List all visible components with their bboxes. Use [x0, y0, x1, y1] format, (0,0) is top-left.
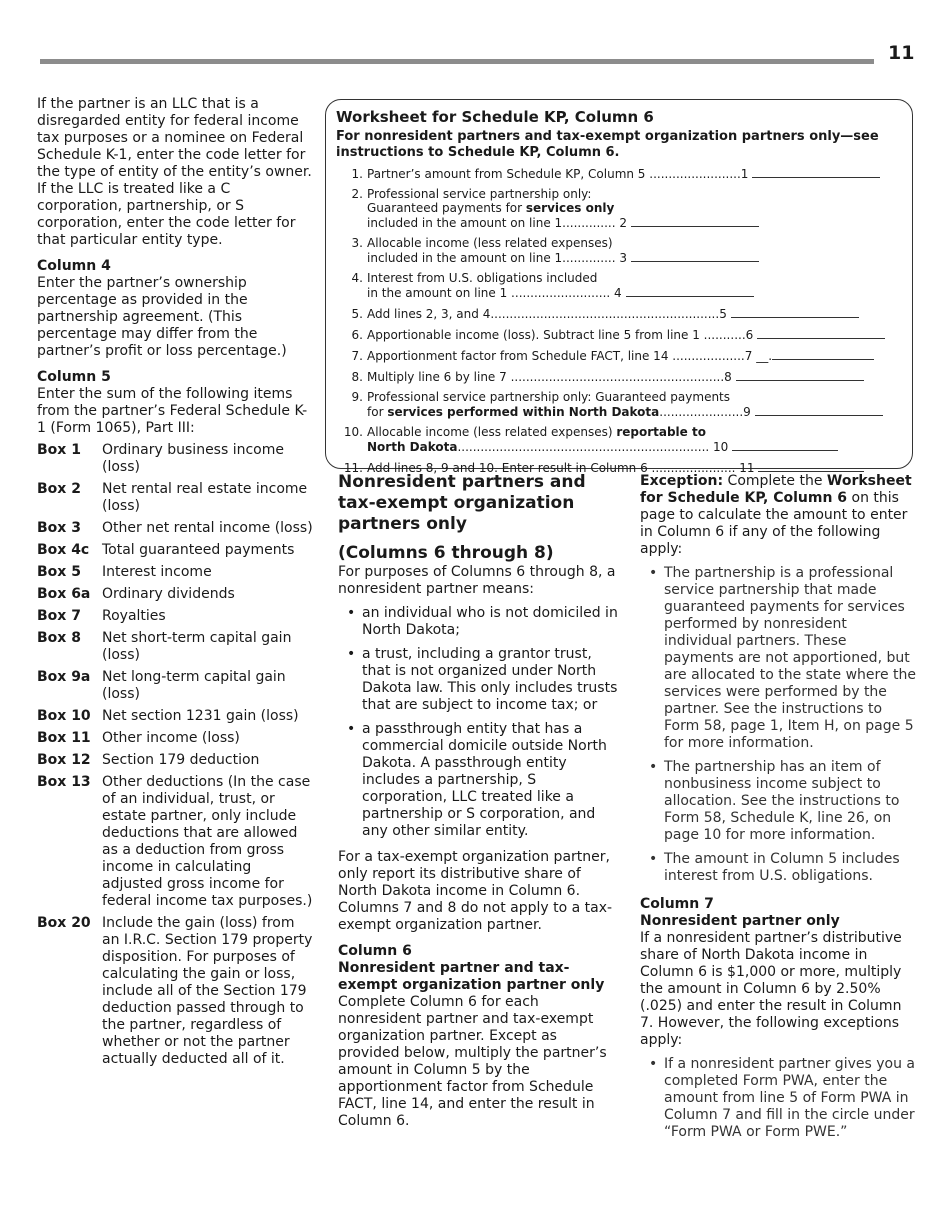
box-row	[37, 915, 315, 1068]
line-text: ......................9	[659, 405, 751, 419]
line-text: Apportionment factor from Schedule FACT, line 14 ...................7	[367, 349, 753, 363]
left-column	[37, 96, 315, 1068]
nonresident-definition-list	[338, 605, 618, 840]
worksheet-reference: Worksheet for Schedule KP, Column 6	[640, 473, 912, 506]
line-text-bold: services performed within North Dakota	[387, 405, 660, 419]
column4-heading: Column 4	[37, 258, 111, 274]
worksheet-subtitle: For nonresident partners and tax-exempt organization partners only—see instructions to Schedule KP, Column 6.	[336, 129, 879, 160]
amount-field[interactable]	[758, 460, 864, 472]
box-row	[37, 481, 315, 515]
amount-field[interactable]	[752, 166, 880, 178]
column7-subheading: Nonresident partner only	[640, 913, 840, 929]
exception-text: on this page to calculate the amount to enter in Column 6 if any of the following apply:	[640, 490, 908, 557]
box-desc: Other income (loss)	[102, 730, 240, 746]
worksheet-box	[325, 99, 913, 475]
box-label: Box 3	[37, 520, 81, 536]
box-desc: Net short-term capital gain (loss)	[102, 630, 292, 663]
worksheet-line-3	[336, 236, 902, 250]
column7-text: If a nonresident partner’s distributive share of North Dakota income in Column 6 is $1,000 or more, multiply the amount in Column 6 by 2.50% (.025) and enter the result in Column 7. However, the following exceptions apply:	[640, 930, 902, 1048]
line-number: 1.	[351, 167, 363, 181]
middle-column	[338, 472, 618, 1130]
line-number: 6.	[351, 328, 363, 342]
worksheet-line-10b	[336, 439, 902, 454]
box-label: Box 20	[37, 915, 91, 931]
box-desc: Net long-term capital gain (loss)	[102, 669, 286, 702]
worksheet-line-2c	[336, 215, 902, 230]
factor-field[interactable]	[772, 348, 874, 360]
box-desc: Interest income	[102, 564, 212, 580]
line-number: 2.	[351, 187, 363, 201]
worksheet-line-2	[336, 187, 902, 201]
worksheet-line-5	[336, 306, 902, 321]
line-text: for	[367, 405, 388, 419]
tax-exempt-paragraph: For a tax-exempt organization partner, only report its distributive share of North Dakota income in Column 6. Columns 7 and 8 do not apply to a tax-exempt organization partner.	[338, 849, 613, 933]
column7-exception-list	[640, 1056, 916, 1141]
right-column	[640, 473, 916, 1141]
column5-text: Enter the sum of the following items from the partner’s Federal Schedule K-1 (Form 1065), Part III:	[37, 386, 308, 436]
worksheet-line-1	[336, 166, 902, 181]
exception-list	[640, 565, 916, 885]
box-row	[37, 586, 315, 603]
box-label: Box 2	[37, 481, 81, 497]
factor-decimal: __.	[756, 349, 773, 363]
line-number: 10.	[343, 425, 363, 439]
box-desc: Royalties	[102, 608, 166, 624]
worksheet-line-10	[336, 425, 902, 439]
line-text: included in the amount on line 1.............. 3	[367, 251, 628, 265]
line-number: 11.	[343, 461, 363, 475]
worksheet-line-4	[336, 271, 902, 285]
list-item: • a passthrough entity that has a commercial domicile outside North Dakota. A passthrough entity includes a partnership, S corporation, LLC treated like a partnership or S corporation, and any other similar entity.	[338, 721, 618, 840]
exception-paragraph	[640, 473, 916, 558]
worksheet-line-9	[336, 390, 902, 404]
box-row	[37, 442, 315, 476]
box-label: Box 5	[37, 564, 81, 580]
list-item: • The amount in Column 5 includes interest from U.S. obligations.	[640, 851, 916, 885]
box-desc: Other deductions (In the case of an individual, trust, or estate partner, only include deductions that are allowed as a deduction from gross income in calculating adjusted gross income for federal income tax purposes.)	[102, 774, 313, 909]
box-label: Box 9a	[37, 669, 91, 685]
line-text: Add lines 8, 9 and 10. Enter result in Column 6 ...................... 11	[367, 461, 755, 475]
amount-field[interactable]	[626, 285, 754, 297]
column7-heading: Column 7	[640, 896, 714, 912]
box-desc: Total guaranteed payments	[102, 542, 295, 558]
list-item: • an individual who is not domiciled in North Dakota;	[338, 605, 618, 639]
line-text-bold: services only	[525, 201, 615, 215]
line-number: 7.	[351, 349, 363, 363]
box-desc: Ordinary dividends	[102, 586, 235, 602]
intro-text: For purposes of Columns 6 through 8, a nonresident partner means:	[338, 564, 616, 597]
header-rule	[40, 59, 874, 64]
box-label: Box 11	[37, 730, 91, 746]
worksheet-line-3b	[336, 250, 902, 265]
page-number: 11	[888, 42, 915, 64]
box-desc: Ordinary business income (loss)	[102, 442, 284, 475]
column4-text: Enter the partner’s ownership percentage as provided in the partnership agreement. (This percentage may differ from the partner’s profit or loss percentage.)	[37, 275, 287, 359]
line-number: 5.	[351, 307, 363, 321]
box-row	[37, 608, 315, 625]
box-label: Box 13	[37, 774, 91, 790]
box-row	[37, 752, 315, 769]
line-text: Add lines 2, 3, and 4............................................................5	[367, 307, 727, 321]
line-text: Allocable income (less related expenses)	[367, 425, 617, 439]
worksheet-title: Worksheet for Schedule KP, Column 6	[336, 108, 654, 126]
line-number: 4.	[351, 271, 363, 285]
line-text: Guaranteed payments for	[367, 201, 526, 215]
section-subheading: (Columns 6 through 8)	[338, 543, 554, 563]
line-text-bold: reportable to	[616, 425, 706, 439]
box-row	[37, 630, 315, 664]
box-label: Box 1	[37, 442, 81, 458]
amount-field[interactable]	[755, 404, 883, 416]
column6-heading: Column 6	[338, 943, 412, 959]
line-number: 3.	[351, 236, 363, 250]
amount-field[interactable]	[731, 306, 859, 318]
worksheet-line-8	[336, 369, 902, 384]
exception-text: Complete the	[723, 473, 827, 489]
line-text: Professional service partnership only: Guaranteed payments	[367, 390, 731, 404]
list-item: • a trust, including a grantor trust, that is not organized under North Dakota law. This only includes trusts that are subject to income tax; or	[338, 646, 618, 714]
worksheet-line-7	[336, 348, 902, 363]
box-row	[37, 520, 315, 537]
line-text: Allocable income (less related expenses)	[367, 236, 613, 250]
box-row	[37, 564, 315, 581]
list-item: • If a nonresident partner gives you a completed Form PWA, enter the amount from line 5 of Form PWA in Column 7 and fill in the circle under “Form PWA or Form PWE.”	[640, 1056, 916, 1141]
line-text-bold: North Dakota	[367, 440, 458, 454]
amount-field[interactable]	[631, 250, 759, 262]
box-label: Box 6a	[37, 586, 91, 602]
line-text: .................................................................. 10	[457, 440, 729, 454]
box-desc: Section 179 deduction	[102, 752, 260, 768]
box-row	[37, 730, 315, 747]
amount-field[interactable]	[757, 327, 885, 339]
column5-heading: Column 5	[37, 369, 111, 385]
box-desc: Include the gain (loss) from an I.R.C. Section 179 property disposition. For purposes of calculating the gain or loss, include all of the Section 179 deduction passed through to the partner, regardless of whether or not the partner actually deducted all of it.	[102, 915, 313, 1067]
amount-field[interactable]	[631, 215, 759, 227]
box-label: Box 12	[37, 752, 91, 768]
exception-label: Exception:	[640, 473, 724, 489]
worksheet-line-9b	[336, 404, 902, 419]
line-text: in the amount on line 1 .......................... 4	[367, 286, 622, 300]
worksheet-line-6	[336, 327, 902, 342]
box-label: Box 8	[37, 630, 81, 646]
line-text: Multiply line 6 by line 7 ........................................................8	[367, 370, 732, 384]
llc-paragraph: If the partner is an LLC that is a disregarded entity for federal income tax purposes or a nominee on Federal Schedule K-1, enter the code letter for the type of entity of the entity’s owner. If the LLC is treated like a C corporation, partnership, or S corporation, enter the code letter for that particular entity type.	[37, 96, 312, 248]
line-text: Professional service partnership only:	[367, 187, 592, 201]
box-row	[37, 542, 315, 559]
line-text: included in the amount on line 1.............. 2	[367, 216, 628, 230]
box-label: Box 4c	[37, 542, 90, 558]
box-desc: Other net rental income (loss)	[102, 520, 313, 536]
column6-text: Complete Column 6 for each nonresident partner and tax-exempt organization partner. Except as provided below, multiply the partner’s amount in Column 5 by the apportionment factor from Schedule FACT, line 14, and enter the result in Column 6.	[338, 994, 607, 1129]
column6-subheading: Nonresident partner and tax-exempt organization partner only	[338, 960, 605, 993]
list-item: • The partnership has an item of nonbusiness income subject to allocation. See the instructions to Form 58, Schedule K, line 26, on page 10 for more information.	[640, 759, 916, 844]
box-label: Box 10	[37, 708, 91, 724]
line-number: 9.	[351, 390, 363, 404]
list-item: • The partnership is a professional service partnership that made guaranteed payments for services performed by nonresident individual partners. These payments are not apportioned, but are allocated to the state where the services were performed by the partner. See the instructions to Form 58, page 1, Item H, on page 5 for more information.	[640, 565, 916, 752]
line-text: Apportionable income (loss). Subtract line 5 from line 1 ...........6	[367, 328, 754, 342]
line-text: Interest from U.S. obligations included	[367, 271, 598, 285]
box-desc: Net section 1231 gain (loss)	[102, 708, 299, 724]
line-text: Partner’s amount from Schedule KP, Column 5 ........................1	[367, 167, 749, 181]
amount-field[interactable]	[732, 439, 838, 451]
box-row	[37, 708, 315, 725]
amount-field[interactable]	[736, 369, 864, 381]
box-row	[37, 774, 315, 910]
box-desc: Net rental real estate income (loss)	[102, 481, 308, 514]
worksheet-line-4b	[336, 285, 902, 300]
worksheet-line-2b	[336, 201, 902, 215]
box-label: Box 7	[37, 608, 81, 624]
box-row	[37, 669, 315, 703]
section-heading: Nonresident partners and tax-exempt organization partners only	[338, 472, 586, 534]
box-list	[37, 442, 315, 1068]
line-number: 8.	[351, 370, 363, 384]
